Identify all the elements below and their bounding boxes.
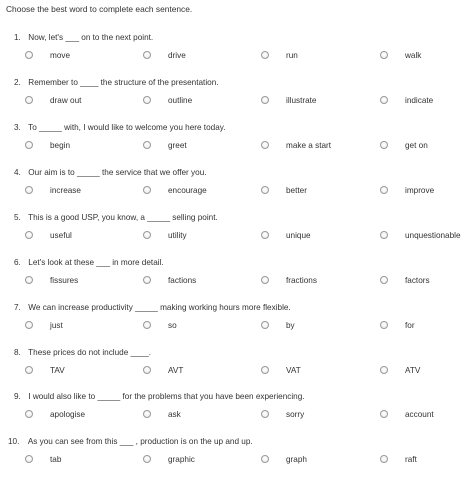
option-label[interactable]: graph [286,454,307,464]
option-label[interactable]: factions [168,275,197,285]
option-label[interactable]: increase [50,185,81,195]
question-number: 7. [14,303,21,312]
radio-button[interactable] [380,186,388,194]
radio-button[interactable] [380,51,388,59]
option-9a[interactable] [25,408,85,420]
option-label[interactable]: draw out [50,95,82,105]
radio-button[interactable] [380,366,388,374]
radio-button[interactable] [143,455,151,463]
question-number: 1. [14,33,21,42]
option-1a[interactable] [25,49,70,61]
option-3a[interactable] [25,139,70,151]
option-label[interactable]: make a start [286,140,332,150]
option-label[interactable]: raft [405,454,417,464]
option-label[interactable]: indicate [405,95,434,105]
radio-button[interactable] [143,410,151,418]
option-label[interactable]: outline [168,95,193,105]
question-text [14,303,291,312]
option-5d[interactable] [380,229,461,241]
radio-button[interactable] [25,51,33,59]
option-6a[interactable] [25,274,78,286]
question-prompt: Remember to ____ the structure of the presentation. [28,78,219,87]
question-text [14,348,151,357]
question-text [14,213,218,222]
radio-button[interactable] [380,410,388,418]
question-number: 2. [14,78,21,87]
radio-button[interactable] [261,51,269,59]
radio-button[interactable] [25,186,33,194]
option-1c[interactable] [261,49,298,61]
option-10a[interactable] [25,453,61,465]
question-10 [0,437,474,481]
option-10c[interactable] [261,453,307,465]
option-label[interactable]: begin [50,140,71,150]
option-2a[interactable] [25,94,81,106]
radio-button[interactable] [380,321,388,329]
question-5 [0,213,474,257]
option-label[interactable]: drive [168,50,186,60]
question-number: 10. [8,437,20,446]
radio-button[interactable] [143,321,151,329]
radio-button[interactable] [25,96,33,104]
option-label[interactable]: unquestionable [405,230,461,240]
option-label[interactable]: factors [405,275,430,285]
option-label[interactable]: illustrate [286,95,317,105]
option-label[interactable]: useful [50,230,72,240]
option-label[interactable]: sorry [286,409,305,419]
option-label[interactable]: VAT [286,365,301,375]
question-3 [0,123,474,167]
option-2c[interactable] [261,94,317,106]
radio-button[interactable] [380,455,388,463]
option-1b[interactable] [143,49,186,61]
radio-button[interactable] [261,455,269,463]
question-number: 5. [14,213,21,222]
radio-button[interactable] [261,141,269,149]
radio-button[interactable] [380,276,388,284]
question-text [14,258,164,267]
question-number: 4. [14,168,21,177]
question-text [14,123,226,132]
instruction-text: Choose the best word to complete each sentence. [6,4,193,14]
option-label[interactable]: better [286,185,307,195]
option-5a[interactable] [25,229,72,241]
radio-button[interactable] [143,186,151,194]
radio-button[interactable] [380,231,388,239]
option-label[interactable]: run [286,50,298,60]
option-label[interactable]: TAV [50,365,65,375]
question-prompt: As you can see from this ___ , production is on the up and up. [27,437,253,446]
option-label[interactable]: account [405,409,434,419]
question-7 [0,303,474,347]
option-8d[interactable] [380,364,420,376]
option-label[interactable]: get on [405,140,428,150]
radio-button[interactable] [261,276,269,284]
question-prompt: To _____ with, I would like to welcome you here today. [28,123,226,132]
option-4d[interactable] [380,184,434,196]
radio-button[interactable] [380,141,388,149]
radio-button[interactable] [261,186,269,194]
option-3c[interactable] [261,139,331,151]
option-label[interactable]: AVT [168,365,184,375]
option-label[interactable]: improve [405,185,435,195]
option-label[interactable]: by [286,320,295,330]
question-9 [0,392,474,436]
radio-button[interactable] [261,231,269,239]
radio-button[interactable] [25,141,33,149]
question-text [14,168,207,177]
radio-button[interactable] [143,231,151,239]
option-8c[interactable] [261,364,301,376]
option-4b[interactable] [143,184,207,196]
radio-button[interactable] [143,51,151,59]
question-prompt: Our aim is to _____ the service that we offer you. [28,168,207,177]
option-7b[interactable] [143,319,177,331]
question-text [8,437,253,446]
radio-button[interactable] [25,231,33,239]
radio-button[interactable] [261,410,269,418]
radio-button[interactable] [261,96,269,104]
radio-button[interactable] [25,455,33,463]
option-label[interactable]: tab [50,454,62,464]
option-label[interactable]: just [50,320,63,330]
question-number: 3. [14,123,21,132]
question-number: 9. [14,392,21,401]
option-1d[interactable] [380,49,421,61]
question-text [14,392,305,401]
radio-button[interactable] [25,321,33,329]
option-label[interactable]: apologise [50,409,86,419]
option-label[interactable]: encourage [168,185,207,195]
option-label[interactable]: unique [286,230,311,240]
option-label[interactable]: ATV [405,365,421,375]
option-label[interactable]: for [405,320,415,330]
option-4c[interactable] [261,184,307,196]
option-label[interactable]: move [50,50,71,60]
question-number: 6. [14,258,21,267]
option-label[interactable]: fractions [286,275,317,285]
option-7c[interactable] [261,319,295,331]
option-4a[interactable] [25,184,81,196]
question-prompt: Let's look at these ___ in more detail. [28,258,164,267]
option-label[interactable]: so [168,320,177,330]
option-8b[interactable] [143,364,183,376]
question-prompt: We can increase productivity _____ making working hours more flexible. [28,303,291,312]
radio-button[interactable] [25,366,33,374]
radio-button[interactable] [143,276,151,284]
question-4 [0,168,474,212]
option-3d[interactable] [380,139,428,151]
question-8 [0,348,474,392]
option-3b[interactable] [143,139,187,151]
question-1 [0,33,474,77]
option-6b[interactable] [143,274,196,286]
question-prompt: Now, let's ___ on to the next point. [28,33,154,42]
option-label[interactable]: walk [405,50,422,60]
option-label[interactable]: greet [168,140,187,150]
option-2d[interactable] [380,94,433,106]
question-number: 8. [14,348,21,357]
option-5b[interactable] [143,229,187,241]
radio-button[interactable] [25,410,33,418]
option-5c[interactable] [261,229,311,241]
question-6 [0,258,474,302]
radio-button[interactable] [380,96,388,104]
option-label[interactable]: utility [168,230,187,240]
option-10b[interactable] [143,453,195,465]
radio-button[interactable] [143,96,151,104]
question-prompt: These prices do not include ____. [28,348,152,357]
option-6c[interactable] [261,274,317,286]
question-text [14,33,153,42]
radio-button[interactable] [143,141,151,149]
option-2b[interactable] [143,94,192,106]
option-7a[interactable] [25,319,63,331]
option-6d[interactable] [380,274,430,286]
radio-button[interactable] [143,366,151,374]
question-prompt: I would also like to _____ for the problems that you have been experiencing. [28,392,305,401]
question-text [14,78,219,87]
radio-button[interactable] [25,276,33,284]
radio-button[interactable] [261,321,269,329]
option-10d[interactable] [380,453,417,465]
question-prompt: This is a good USP, you know, a _____ selling point. [28,213,218,222]
option-label[interactable]: graphic [168,454,195,464]
radio-button[interactable] [261,366,269,374]
question-2 [0,78,474,122]
option-label[interactable]: ask [168,409,181,419]
option-8a[interactable] [25,364,65,376]
option-9c[interactable] [261,408,304,420]
option-9b[interactable] [143,408,181,420]
option-9d[interactable] [380,408,434,420]
option-label[interactable]: fissures [50,275,79,285]
option-7d[interactable] [380,319,415,331]
